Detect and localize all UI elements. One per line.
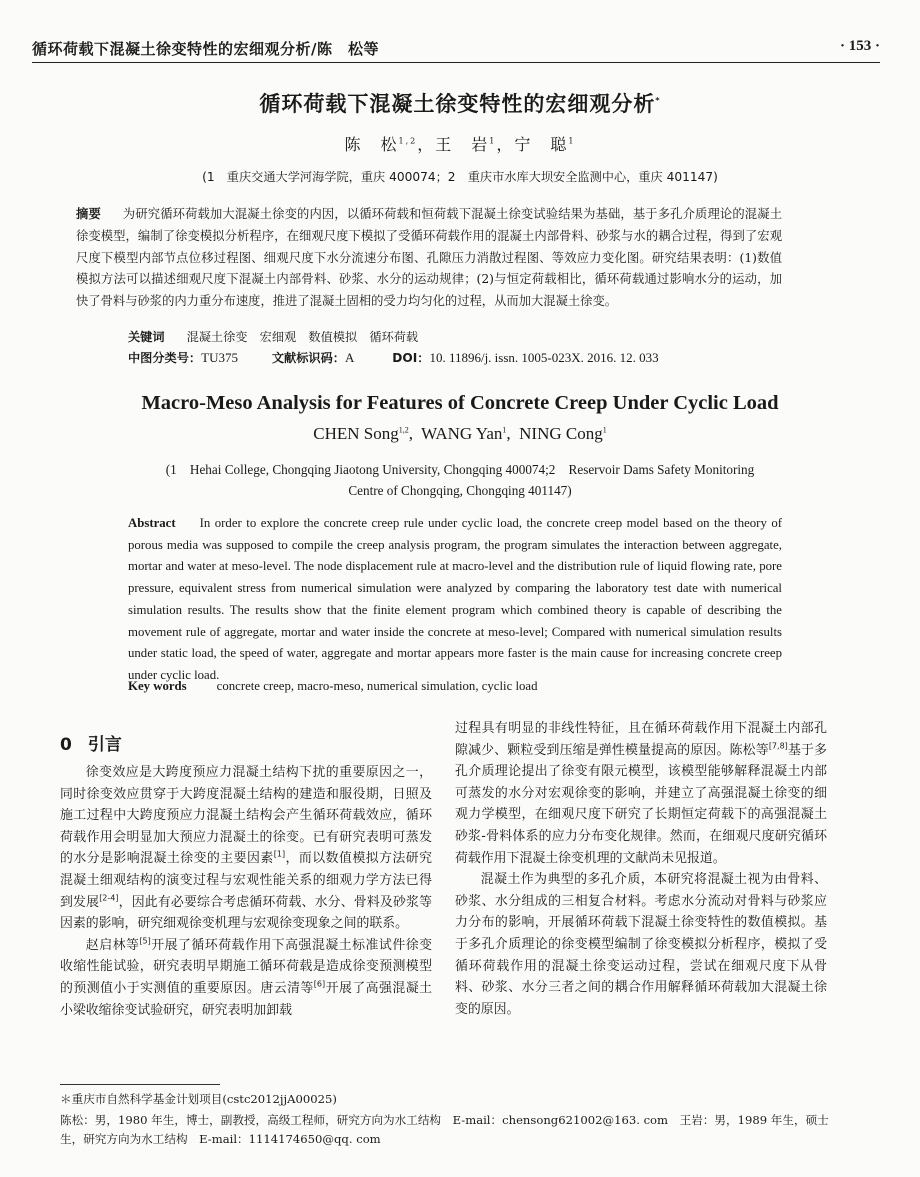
footnote-author-bio: 陈松：男，1980 年生，博士，副教授，高级工程师，研究方向为水工结构 E-mail：chensong621002@163. com 王岩：男，1989 年生，硕士生，研究方向为水工结构 E-mail：1114174650@qq. com (60, 1113, 829, 1146)
body-column-right (455, 718, 827, 1020)
author-cn: 王 岩 (435, 135, 490, 154)
footnote-fund: ＊重庆市自然科学基金计划项目(cstc2012jjA00025) (60, 1092, 337, 1106)
author-cn: 宁 聪 (514, 135, 569, 154)
abstract-cn-text: 为研究循环荷载加大混凝土徐变的内因，以循环荷载和恒荷载下混凝土徐变试验结果为基础，基于多孔介质理论的混凝土徐变模型，编制了徐变模拟分析程序，在细观尺度下模拟了受循环荷载作用的混凝土内部骨料、砂浆与水的耦合过程，得到了宏观尺度下模型内部节点位移过程图、细观尺度下水分流速分布图、孔隙压力消散过程图、等效应力变化图。研究结果表明：(1)数值模拟方法可以描述细观尺度下混凝土内部骨料、砂浆、水分的运动规律；(2)与恒定荷载相比，循环荷载通过影响水分的运动，加快了骨料与砂浆的内力重分布速度，推进了混凝土固相的受力均匀化的过程，从而加大混凝土徐变。 (76, 207, 782, 309)
author-cn: 陈 松 (344, 135, 399, 154)
title-cn-text: 循环荷载下混凝土徐变特性的宏细观分析 (259, 92, 656, 116)
affiliation-en-line: Centre of Chongqing, Chongqing 401147) (348, 483, 572, 498)
author-affil-sup: 1 (568, 136, 576, 146)
citation: [5] (139, 936, 151, 946)
abstract-en-text: In order to explore the concrete creep rule under cyclic load, the concrete creep model based on the theory of porous media was supposed to compile the creep analysis program, the program simulates the interaction between aggregate, mortar and water at meso-level. The node displacement rule at macro-level and the distribution rule of liquid flowing rate, pore pressure, equivalent stress from numerical simulation were analyzed by comparing the laboratory test date with numerical simulation results. The results show that the finite element program which combined theory is capable of describing the movement rule of aggregate, mortar and water inside the concrete at meso-level; Compared with numerical simulation results under static load, the speed of water, aggregate and mortar appears more faster is the main cause for increasing concrete creep under cyclic load. (128, 516, 782, 682)
author-en: NING Cong (519, 424, 603, 443)
section-title: 引言 (87, 735, 122, 755)
authors-en: CHEN Song$^{1,2}$, WANG Yan$^1$, NING Cong$^1$ (313, 424, 607, 443)
paragraph (455, 869, 827, 1020)
paragraph-text: 徐变效应是大跨度预应力混凝土结构下扰的重要原因之一，同时徐变效应贯穿于大跨度混凝土结构的建造和服役期，日照及施工过程中大跨度预应力混凝土结构会产生循环荷载效应，循环荷载作用会明显加大预应力混凝土的徐变。已有研究表明可蒸发的水分是影响混凝土徐变的主要因素 (60, 765, 432, 867)
clc-value: TU375 (201, 350, 238, 365)
paragraph-text: 开展了循环荷载作用下高强混凝土标准试件徐变收缩性能试验，研究表明早期施工循环荷载是造成徐变预测模型的预测值小于实测值的重要原因。唐云清等 (60, 937, 432, 996)
keywords-cn-label: 关键词 (128, 330, 165, 344)
paragraph-text: 混凝土作为典型的多孔介质，本研究将混凝土视为由骨料、砂浆、水分组成的三相复合材料。考虑水分流动对骨料与砂浆应力分布的影响，开展循环荷载下混凝土徐变特性的数值模拟。基于多孔介质理论的徐变模型编制了徐变模拟分析程序，模拟了受循环荷载作用的混凝土徐变运动过程，尝试在细观尺度下从骨料、砂浆、水分三者之间的耦合作用解释循环荷载加大混凝土徐变的原因。 (455, 872, 827, 1017)
author-affil-sup: 1 (502, 425, 507, 435)
author-affil-sup: 1,2 (398, 425, 409, 435)
abstract-cn-label: 摘要 (76, 207, 101, 221)
section-heading (60, 730, 122, 755)
keywords-cn-value: 混凝土徐变 宏细观 数值模拟 循环荷载 (186, 330, 419, 344)
title-footnote-mark: * (655, 96, 661, 105)
abstract-en (128, 513, 782, 687)
author-affil-sup: 1,2 (398, 136, 418, 146)
author-affil-sup: 1 (602, 425, 607, 435)
abstract-en-label: Abstract (128, 516, 176, 530)
affiliation-cn: (1 重庆交通大学河海学院，重庆 400074；2 重庆市水库大坝安全监测中心，重庆 401147) (202, 170, 718, 184)
paragraph-text: 赵启林等 (85, 937, 140, 953)
paragraph (60, 762, 432, 935)
doc-code-value: A (344, 350, 355, 365)
paragraph (455, 718, 827, 869)
body-column-left (60, 762, 432, 1021)
keywords-en (128, 679, 538, 694)
author-en: CHEN Song (313, 424, 399, 443)
running-header (32, 38, 880, 63)
paragraph-text: ，因此有必要综合考虑循环荷载、水分、骨料及砂浆等因素的影响，研究细观徐变机理与宏观徐变现象之间的联系。 (60, 894, 432, 932)
affiliation-en-line: (1 Hehai College, Chongqing Jiaotong University, Chongqing 400074;2 Reservoir Dams Safety Monitoring (165, 462, 755, 477)
footnote-rule (60, 1084, 220, 1085)
paper-title-en: Macro-Meso Analysis for Features of Concrete Creep Under Cyclic Load (141, 392, 779, 414)
paragraph-text: 开展了高强混凝土小梁收缩徐变试验研究，研究表明加卸载 (60, 980, 433, 1018)
clc-label: 中图分类号： (128, 351, 202, 365)
author-affil-sup: 1 (489, 136, 497, 146)
authors-cn: 陈 松$^{1,2}$，王 岩$^1$，宁 聪$^1$ (344, 135, 576, 154)
citation: [1] (273, 850, 286, 860)
author-en: WANG Yan (421, 424, 503, 443)
classification-row (128, 349, 659, 366)
affiliation-en (0, 459, 920, 501)
keywords-en-label: Key words (128, 679, 187, 693)
paper-title-cn (0, 88, 920, 118)
doi-value: 10. 11896/j. issn. 1005-023X. 2016. 12. 033 (429, 350, 659, 365)
paragraph (60, 935, 432, 1021)
citation: [6] (313, 979, 326, 989)
paragraph-text: ，而以数值模拟方法研究混凝土细观结构的演变过程与宏观性能关系的细观力学方法已得到发展 (60, 851, 433, 910)
section-number: 0 (60, 735, 72, 755)
citation: [2-4] (99, 893, 119, 903)
keywords-cn (128, 328, 418, 345)
citation: [7,8] (768, 741, 788, 751)
doc-code-label: 文献标识码： (271, 351, 345, 365)
paragraph-text: 过程具有明显的非线性特征，且在循环荷载作用下混凝土内部孔隙减少、颗粒受到压缩是弹性模量提高的原因。陈松等 (455, 721, 827, 758)
page-number: · 153 · (839, 38, 880, 54)
abstract-cn (76, 204, 782, 313)
keywords-en-value: concrete creep, macro-meso, numerical simulation, cyclic load (216, 679, 538, 693)
paragraph-text: 基于多孔介质理论提出了徐变有限元模型，该模型能够解释混凝土内部可蒸发的水分对宏观徐变的影响，并建立了高强混凝土徐变的细观力学模型，在细观尺度下研究了长期恒定荷载下的高强混凝土砂浆-骨料体系的应力分布变化规律。然而，在细观尺度研究循环荷载作用下混凝土徐变机理的文献尚未见报道。 (455, 742, 828, 866)
doi-label: DOI： (392, 351, 430, 365)
running-title: 循环荷载下混凝土徐变特性的宏细观分析/陈 松等 (32, 40, 379, 58)
